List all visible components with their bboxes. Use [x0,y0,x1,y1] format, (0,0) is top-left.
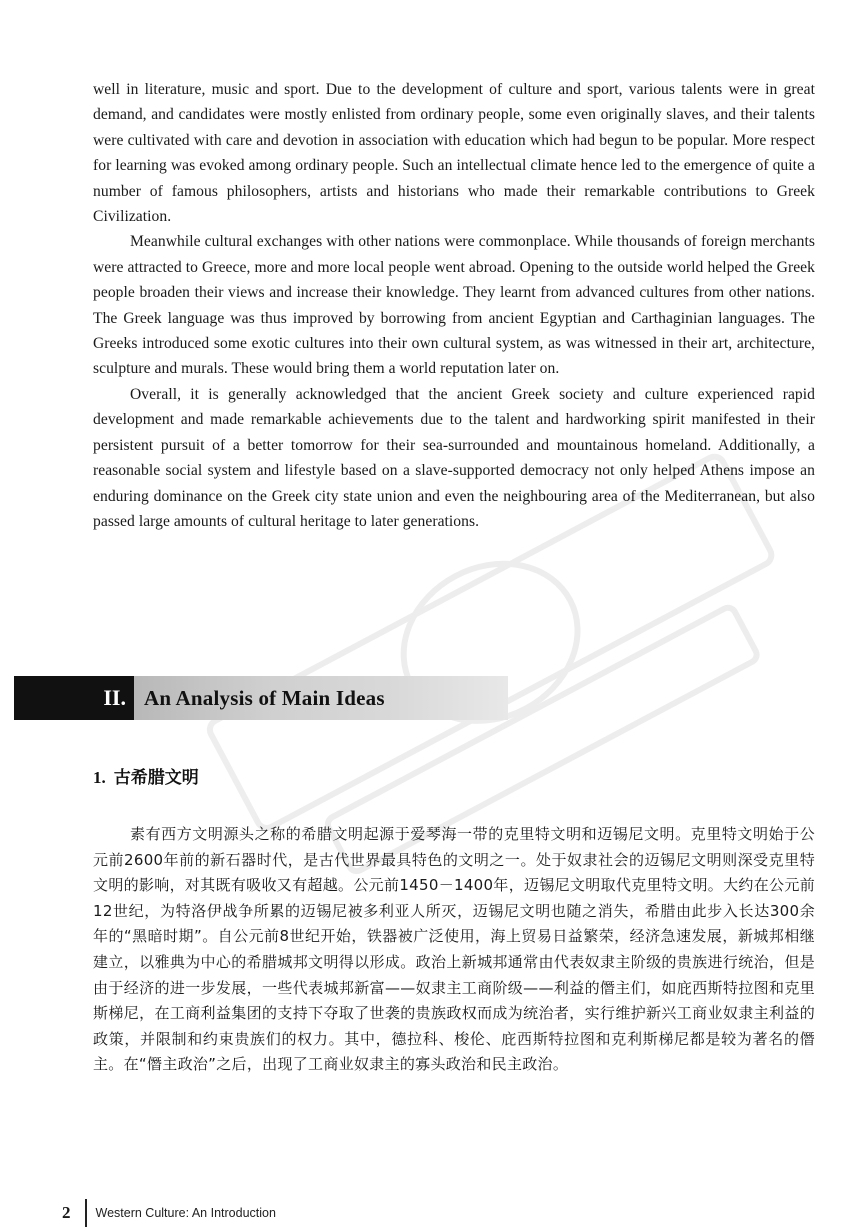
running-title: Western Culture: An Introduction [95,1206,276,1220]
footer-divider [85,1199,87,1227]
english-paragraph: Meanwhile cultural exchanges with other nations were commonplace. While thousands of foreign merchants were attracted to Greece, more and more local people went abroad. Opening to the outside world helped the Greek people broaden their views and increase their knowledge. They learnt from advanced cultures from other nations. The Greek language was thus improved by borrowing from ancient Egyptian and Carthaginian languages. The Greeks introduced some exotic cultures into their own cultural system, as was witnessed in their art, architecture, sculpture and murals. These would bring them a world reputation later on. [93,233,815,378]
section-heading-banner [14,676,508,720]
subsection-heading [93,763,199,788]
section-title: An Analysis of Main Ideas [134,676,508,720]
subsection-number: 1. [93,768,106,787]
chinese-text-body [93,822,815,1078]
page-number: 2 [62,1203,71,1222]
english-text-body [93,77,815,534]
chinese-paragraph: 素有西方文明源头之称的希腊文明起源于爱琴海一带的克里特文明和迈锡尼文明。克里特文明始于公元前2600年前的新石器时代，是古代世界最具特色的文明之一。处于奴隶社会的迈锡尼文明则深受克里特文明的影响，对其既有吸收又有超越。公元前1450－1400年，迈锡尼文明取代克里特文明。大约在公元前12世纪，为特洛伊战争所累的迈锡尼被多利亚人所灭，迈锡尼文明也随之消失，希腊由此步入长达300余年的“黑暗时期”。自公元前8世纪开始，铁器被广泛使用，海上贸易日益繁荣，经济急速发展，新城邦相继建立，以雅典为中心的希腊城邦文明得以形成。政治上新城邦通常由代表奴隶主阶级的贵族进行统治，但是由于经济的进一步发展，一些代表城邦新富——奴隶主工商阶级——利益的僭主们，如庇西斯特拉图和克里斯梯尼，在工商利益集团的支持下夺取了世袭的贵族政权而成为统治者，实行维护新兴工商业奴隶主利益的政策，并限制和约束贵族们的权力。其中，德拉科、梭伦、庇西斯特拉图和克利斯梯尼都是较为著名的僭主。在“僭主政治”之后，出现了工商业奴隶主的寡头政治和民主政治。 [93,825,815,1074]
section-numeral: II. [14,676,134,720]
subsection-title: 古希腊文明 [113,768,199,788]
english-paragraph: well in literature, music and sport. Due to the development of culture and sport, various talents were in great demand, and candidates were mostly enlisted from ordinary people, some even originally slaves, and their talents were cultivated with care and devotion in association with education which had begun to be popular. More respect for learning was evoked among ordinary people. Such an intellectual climate hence led to the emergence of quite a number of famous philosophers, artists and historians who made their remarkable contributions to Greek Civilization. [93,81,815,226]
page-footer [62,1198,276,1228]
english-paragraph: Overall, it is generally acknowledged that the ancient Greek society and culture experienced rapid development and made remarkable achievements due to the talent and hardworking spirit manifested in their persistent pursuit of a better tomorrow for their sea-surrounded and mountainous homeland. Additionally, a reasonable social system and lifestyle based on a slave-supported democracy not only helped Athens impose an enduring dominance on the Greek city state union and even the neighbouring area of the Mediterranean, but also passed large amounts of cultural heritage to later generations. [93,385,815,530]
